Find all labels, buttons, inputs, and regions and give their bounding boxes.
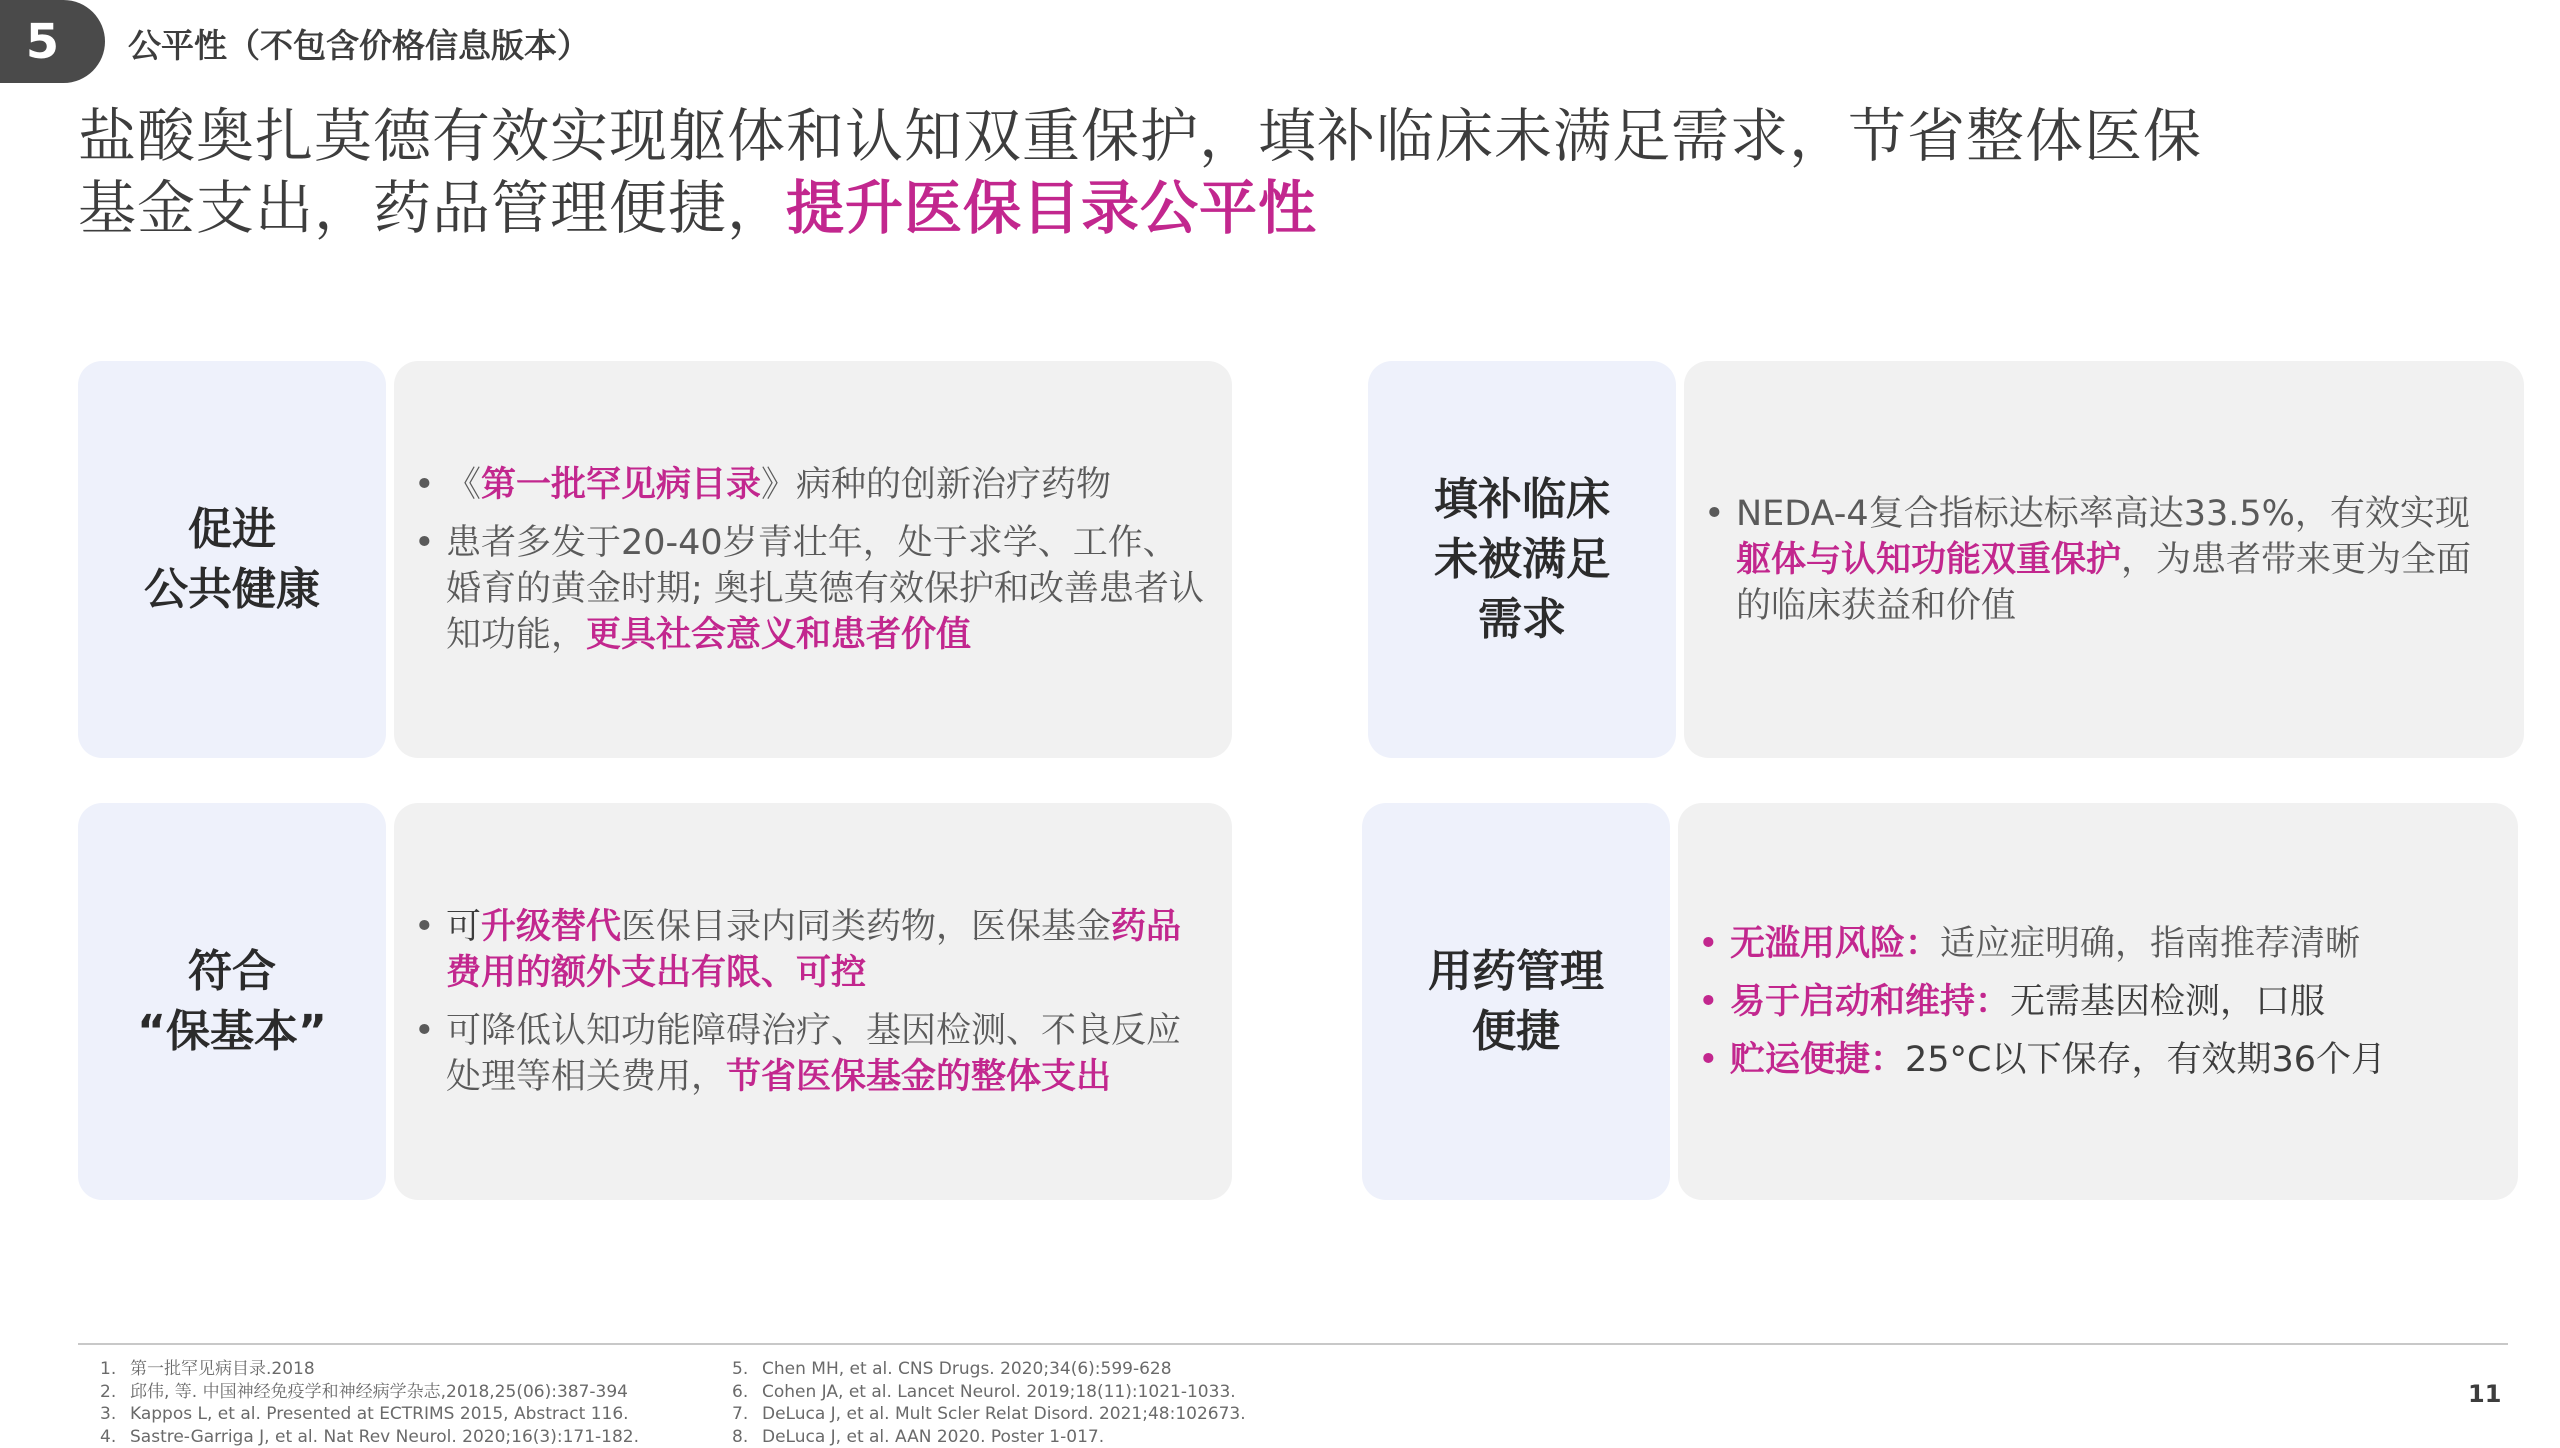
title-line-2 [78, 172, 2458, 244]
card-body-unmet-need [1684, 361, 2524, 758]
bullet-text: 患者多发于20-40岁青壮年，处于求学、工作、婚育的黄金时期; 奥扎莫德有效保护和改善患者认知功能， [446, 523, 1204, 655]
bullet-text: ，为患者带来更为全面的临床获益和价值 [1736, 540, 2471, 626]
card-body-basic-coverage [394, 803, 1232, 1200]
title-highlight: 提升医保目录公平性 [786, 174, 1317, 242]
section-label: 公平性（不包含价格信息版本） [128, 20, 590, 67]
reference-item [100, 1426, 639, 1448]
reference-number: 6. [732, 1381, 762, 1404]
card-title-line: 用药管理 [1428, 942, 1604, 1002]
card-title-line: 填补临床 [1434, 470, 1610, 530]
bullet-emphasis: 易于启动和维持： [1730, 982, 2010, 1022]
reference-item [100, 1381, 639, 1404]
bullet-text: 可降低认知功能障碍治疗、基因检测、不良反应处理等相关费用， [446, 1011, 1181, 1097]
reference-number: 2. [100, 1381, 130, 1404]
bullet-list [414, 450, 1204, 670]
bullet-item [414, 1008, 1206, 1100]
reference-text: Chen MH, et al. CNS Drugs. 2020;34(6):599-628 [762, 1359, 1172, 1379]
bullet-emphasis: 更具社会意义和患者价值 [586, 615, 971, 655]
footer-divider [78, 1343, 2508, 1345]
card-body-public-health [394, 361, 1232, 758]
bullet-item [414, 520, 1204, 658]
bullet-text: 25°C以下保存，有效期36个月 [1905, 1040, 2386, 1080]
bullet-text: 《 [446, 465, 481, 505]
reference-item [732, 1381, 1246, 1404]
reference-number: 8. [732, 1426, 762, 1448]
card-title-line: 未被满足 [1434, 530, 1610, 590]
reference-text: Sastre-Garriga J, et al. Nat Rev Neurol. 2020;16(3):171-182. [130, 1427, 639, 1447]
bullet-text: 可 [446, 907, 481, 947]
bullet-emphasis: 节省医保基金的整体支出 [726, 1057, 1111, 1097]
reference-item [732, 1403, 1246, 1426]
bullet-text: 适应症明确，指南推荐清晰 [1940, 924, 2360, 964]
card-title-line: 便捷 [1428, 1002, 1604, 1062]
card-title-line: “保基本” [137, 1002, 327, 1062]
bullet-text: 》病种的创新治疗药物 [761, 465, 1111, 505]
bullet-item [1698, 979, 2386, 1025]
bullet-list [1704, 479, 2498, 641]
bullet-emphasis: 药品费用的额外支出有限、可控 [446, 907, 1181, 993]
card-title-public-health [78, 361, 386, 758]
references-left [100, 1358, 639, 1448]
references-right [732, 1358, 1246, 1448]
page-number: 11 [2468, 1380, 2501, 1408]
bullet-item [414, 462, 1204, 508]
reference-item [732, 1426, 1246, 1448]
bullet-emphasis: 贮运便捷： [1730, 1040, 1905, 1080]
bullet-emphasis: 无滥用风险： [1730, 924, 1940, 964]
reference-number: 1. [100, 1358, 130, 1381]
bullet-list [1698, 909, 2386, 1095]
reference-number: 5. [732, 1358, 762, 1381]
bullet-item [1698, 1037, 2386, 1083]
card-title-basic-coverage [78, 803, 386, 1200]
reference-text: 第一批罕见病目录.2018 [130, 1359, 315, 1379]
reference-number: 4. [100, 1426, 130, 1448]
bullet-item [414, 904, 1206, 996]
reference-number: 3. [100, 1403, 130, 1426]
card-title-line: 符合 [137, 942, 327, 1002]
bullet-text: 医保目录内同类药物，医保基金 [621, 907, 1111, 947]
reference-number: 7. [732, 1403, 762, 1426]
card-title-line: 公共健康 [144, 560, 320, 620]
reference-text: DeLuca J, et al. Mult Scler Relat Disord. 2021;48:102673. [762, 1404, 1246, 1424]
card-title-line: 促进 [144, 500, 320, 560]
reference-text: Kappos L, et al. Presented at ECTRIMS 2015, Abstract 116. [130, 1404, 629, 1424]
bullet-text: 无需基因检测，口服 [2010, 982, 2325, 1022]
bullet-item [1704, 491, 2498, 629]
reference-item [100, 1403, 639, 1426]
bullet-list [414, 892, 1206, 1112]
reference-item [732, 1358, 1246, 1381]
page-title [78, 100, 2458, 244]
reference-text: DeLuca J, et al. AAN 2020. Poster 1-017. [762, 1427, 1104, 1447]
card-title-management [1362, 803, 1670, 1200]
title-line-2-plain: 基金支出，药品管理便捷， [78, 174, 786, 242]
bullet-item [1698, 921, 2386, 967]
bullet-emphasis: 躯体与认知功能双重保护 [1736, 540, 2121, 580]
bullet-text: NEDA-4复合指标达标率高达33.5%，有效实现 [1736, 494, 2470, 534]
reference-item [100, 1358, 639, 1381]
reference-text: 邱伟, 等. 中国神经免疫学和神经病学杂志,2018,25(06):387-394 [130, 1382, 628, 1402]
card-title-unmet-need [1368, 361, 1676, 758]
reference-text: Cohen JA, et al. Lancet Neurol. 2019;18(11):1021-1033. [762, 1382, 1236, 1402]
card-body-management [1678, 803, 2518, 1200]
bullet-emphasis: 第一批罕见病目录 [481, 465, 761, 505]
section-number-badge: 5 [0, 0, 105, 83]
card-title-line: 需求 [1434, 590, 1610, 650]
bullet-emphasis: 升级替代 [481, 907, 621, 947]
title-line-1: 盐酸奥扎莫德有效实现躯体和认知双重保护，填补临床未满足需求，节省整体医保 [78, 100, 2458, 172]
